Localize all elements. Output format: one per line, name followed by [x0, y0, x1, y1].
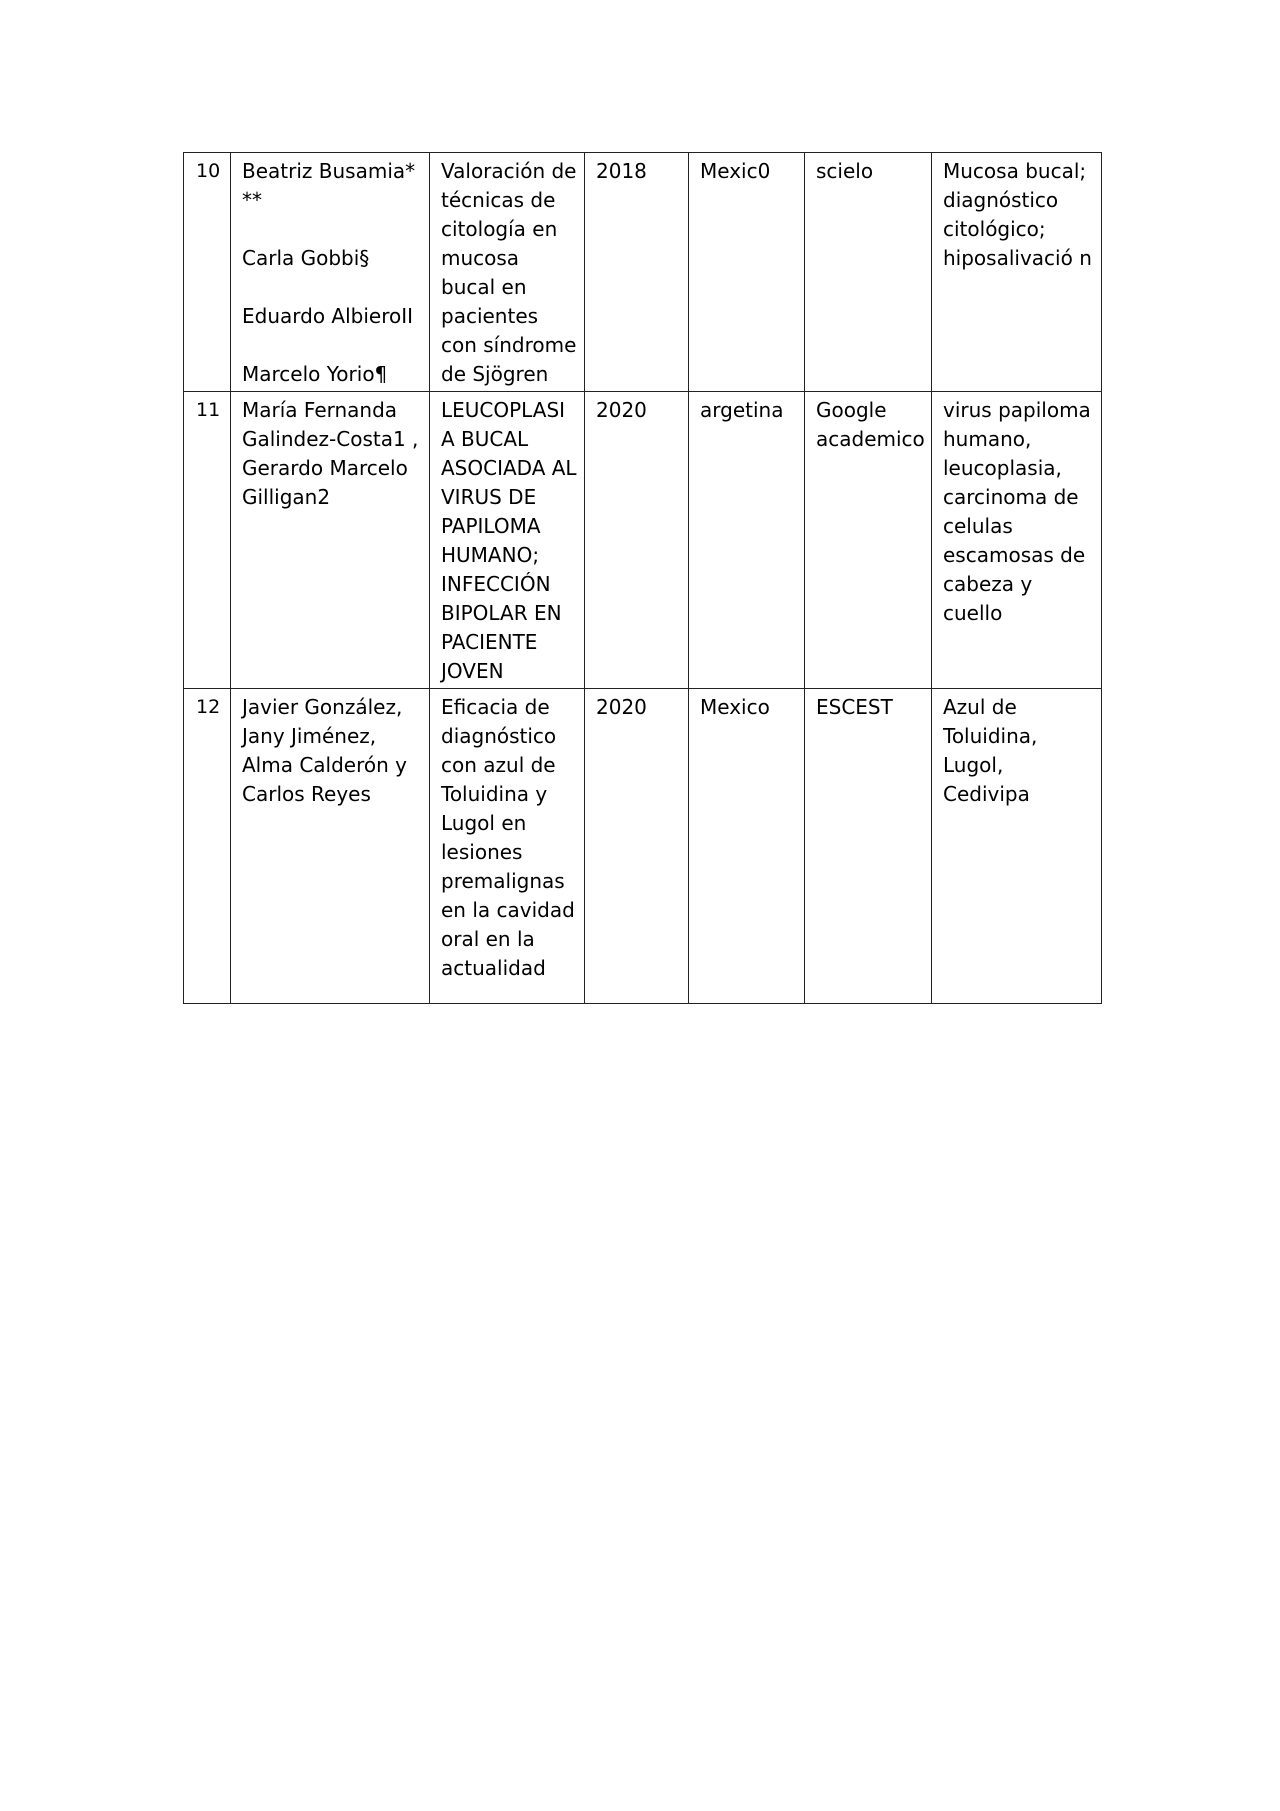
title-cell: Valoración de técnicas de citología en mucosa bucal en pacientes con síndrome de Sjögren — [430, 153, 585, 392]
source-cell: ESCEST — [805, 689, 932, 1004]
source-cell: scielo — [805, 153, 932, 392]
authors-cell: Javier González, Jany Jiménez, Alma Calderón y Carlos Reyes — [231, 689, 430, 1004]
author-name: Marcelo Yorio¶ — [242, 362, 388, 386]
table-row — [184, 689, 1102, 1004]
authors-cell — [231, 153, 430, 392]
row-number: 12 — [184, 689, 231, 1004]
title-cell: LEUCOPLASIA BUCAL ASOCIADA AL VIRUS DE PAPILOMA HUMANO; INFECCIÓN BIPOLAR EN PACIENTE JOVEN — [430, 392, 585, 689]
source-cell: Google academico — [805, 392, 932, 689]
table-row — [184, 153, 1102, 392]
row-number: 10 — [184, 153, 231, 392]
author-name: Beatriz Busamia* — [242, 159, 416, 183]
year-cell: 2020 — [585, 689, 689, 1004]
country-cell: Mexic0 — [689, 153, 805, 392]
author-name: Eduardo AlbieroII — [242, 304, 414, 328]
keywords-cell: virus papiloma humano, leucoplasia, carcinoma de celulas escamosas de cabeza y cuello — [932, 392, 1102, 689]
table-row — [184, 392, 1102, 689]
title-cell: Eficacia de diagnóstico con azul de Toluidina y Lugol en lesiones premalignas en la cavidad oral en la actualidad — [430, 689, 585, 1004]
authors-cell: María Fernanda Galindez-Costa1 , Gerardo Marcelo Gilligan2 — [231, 392, 430, 689]
references-table — [183, 152, 1102, 1004]
author-marker: ** — [242, 188, 262, 212]
year-cell: 2018 — [585, 153, 689, 392]
row-number: 11 — [184, 392, 231, 689]
country-cell: argetina — [689, 392, 805, 689]
keywords-cell: Mucosa bucal; diagnóstico citológico; hiposalivació n — [932, 153, 1102, 392]
year-cell: 2020 — [585, 392, 689, 689]
keywords-cell: Azul de Toluidina, Lugol, Cedivipa — [932, 689, 1102, 1004]
country-cell: Mexico — [689, 689, 805, 1004]
author-name: Carla Gobbi§ — [242, 246, 370, 270]
